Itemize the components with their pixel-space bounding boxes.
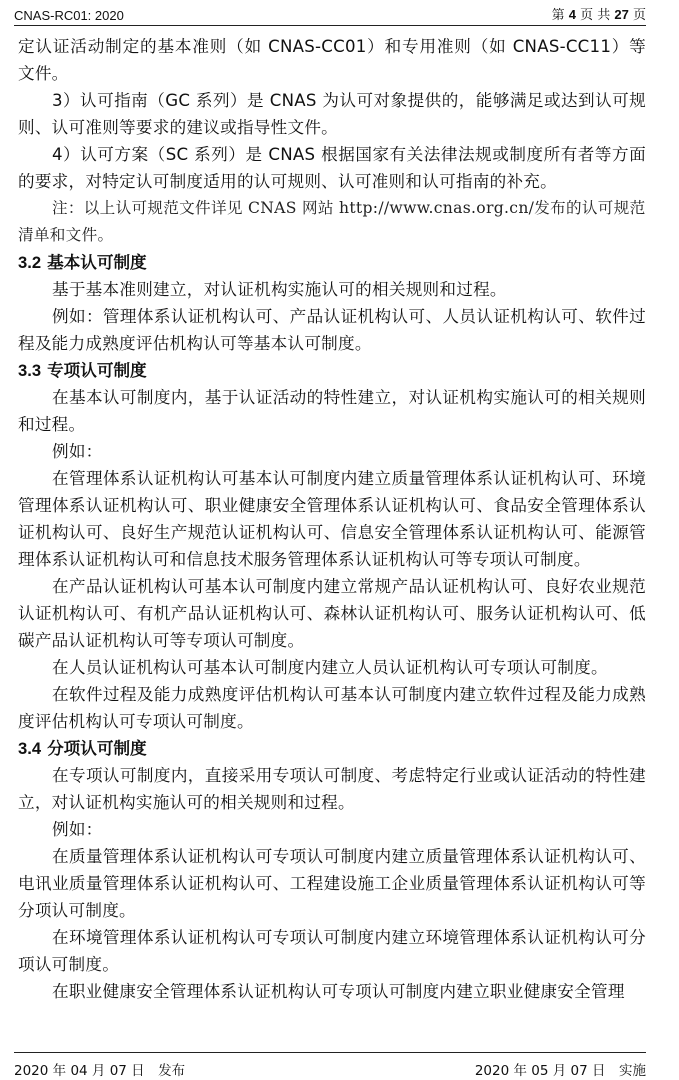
document-body	[18, 33, 646, 1005]
paragraph: 在职业健康安全管理体系认证机构认可专项认可制度内建立职业健康安全管理	[52, 982, 625, 1001]
paragraph: 基于基本准则建立，对认证机构实施认可的相关规则和过程。	[52, 280, 507, 299]
page-number: 第 4 页 共 27 页	[551, 7, 646, 23]
paragraph: 在软件过程及能力成熟度评估机构认可基本认可制度内建立软件过程及能力成熟度评估机构认可专项认可制度。	[18, 685, 646, 731]
note: 注：以上认可规范文件详见 CNAS 网站 http://www.cnas.org.cn/发布的认可规范清单和文件。	[18, 199, 646, 244]
issue-date: 2020 年 04 月 07 日 发布	[14, 1063, 186, 1079]
paragraph-continuation: 定认证活动制定的基本准则（如 CNAS-CC01）和专用准则（如 CNAS-CC11）等文件。	[18, 37, 646, 83]
paragraph-guide: 3）认可指南（GC 系列）是 CNAS 为认可对象提供的，能够满足或达到认可规则、认可准则等要求的建议或指导性文件。	[18, 91, 646, 137]
page-footer	[14, 1052, 646, 1080]
paragraph-scheme: 4）认可方案（SC 系列）是 CNAS 根据国家有关法律法规或制度所有者等方面的要求，对特定认可制度适用的认可规则、认可准则和认可指南的补充。	[18, 145, 646, 191]
section-heading-3-2: 3.2 基本认可制度	[18, 253, 147, 272]
paragraph: 例如：管理体系认证机构认可、产品认证机构认可、人员认证机构认可、软件过程及能力成熟度评估机构认可等基本认可制度。	[18, 307, 646, 353]
effective-date: 2020 年 05 月 07 日 实施	[474, 1063, 646, 1079]
paragraph: 例如：	[52, 442, 103, 461]
paragraph: 在人员认证机构认可基本认可制度内建立人员认证机构认可专项认可制度。	[52, 658, 608, 677]
page-header	[14, 0, 646, 26]
paragraph: 在环境管理体系认证机构认可专项认可制度内建立环境管理体系认证机构认可分项认可制度。	[18, 928, 646, 974]
paragraph: 在产品认证机构认可基本认可制度内建立常规产品认证机构认可、良好农业规范认证机构认可、有机产品认证机构认可、森林认证机构认可、服务认证机构认可、低碳产品认证机构认可等专项认可制度。	[18, 577, 646, 650]
section-heading-3-3: 3.3 专项认可制度	[18, 361, 147, 380]
paragraph: 在管理体系认证机构认可基本认可制度内建立质量管理体系认证机构认可、环境管理体系认证机构认可、职业健康安全管理体系认证机构认可、食品安全管理体系认证机构认可、良好生产规范认证机构认可、信息安全管理体系认证机构认可、能源管理体系认证机构认可和信息技术服务管理体系认证机构认可等专项认可制度。	[18, 469, 646, 569]
paragraph: 例如：	[52, 820, 103, 839]
paragraph: 在质量管理体系认证机构认可专项认可制度内建立质量管理体系认证机构认可、电讯业质量管理体系认证机构认可、工程建设施工企业质量管理体系认证机构认可等分项认可制度。	[18, 847, 646, 920]
document-code: CNAS-RC01: 2020	[14, 8, 124, 23]
section-heading-3-4: 3.4 分项认可制度	[18, 739, 147, 758]
paragraph: 在专项认可制度内，直接采用专项认可制度、考虑特定行业或认证活动的特性建立，对认证机构实施认可的相关规则和过程。	[18, 766, 646, 812]
paragraph: 在基本认可制度内，基于认证活动的特性建立，对认证机构实施认可的相关规则和过程。	[18, 388, 646, 434]
